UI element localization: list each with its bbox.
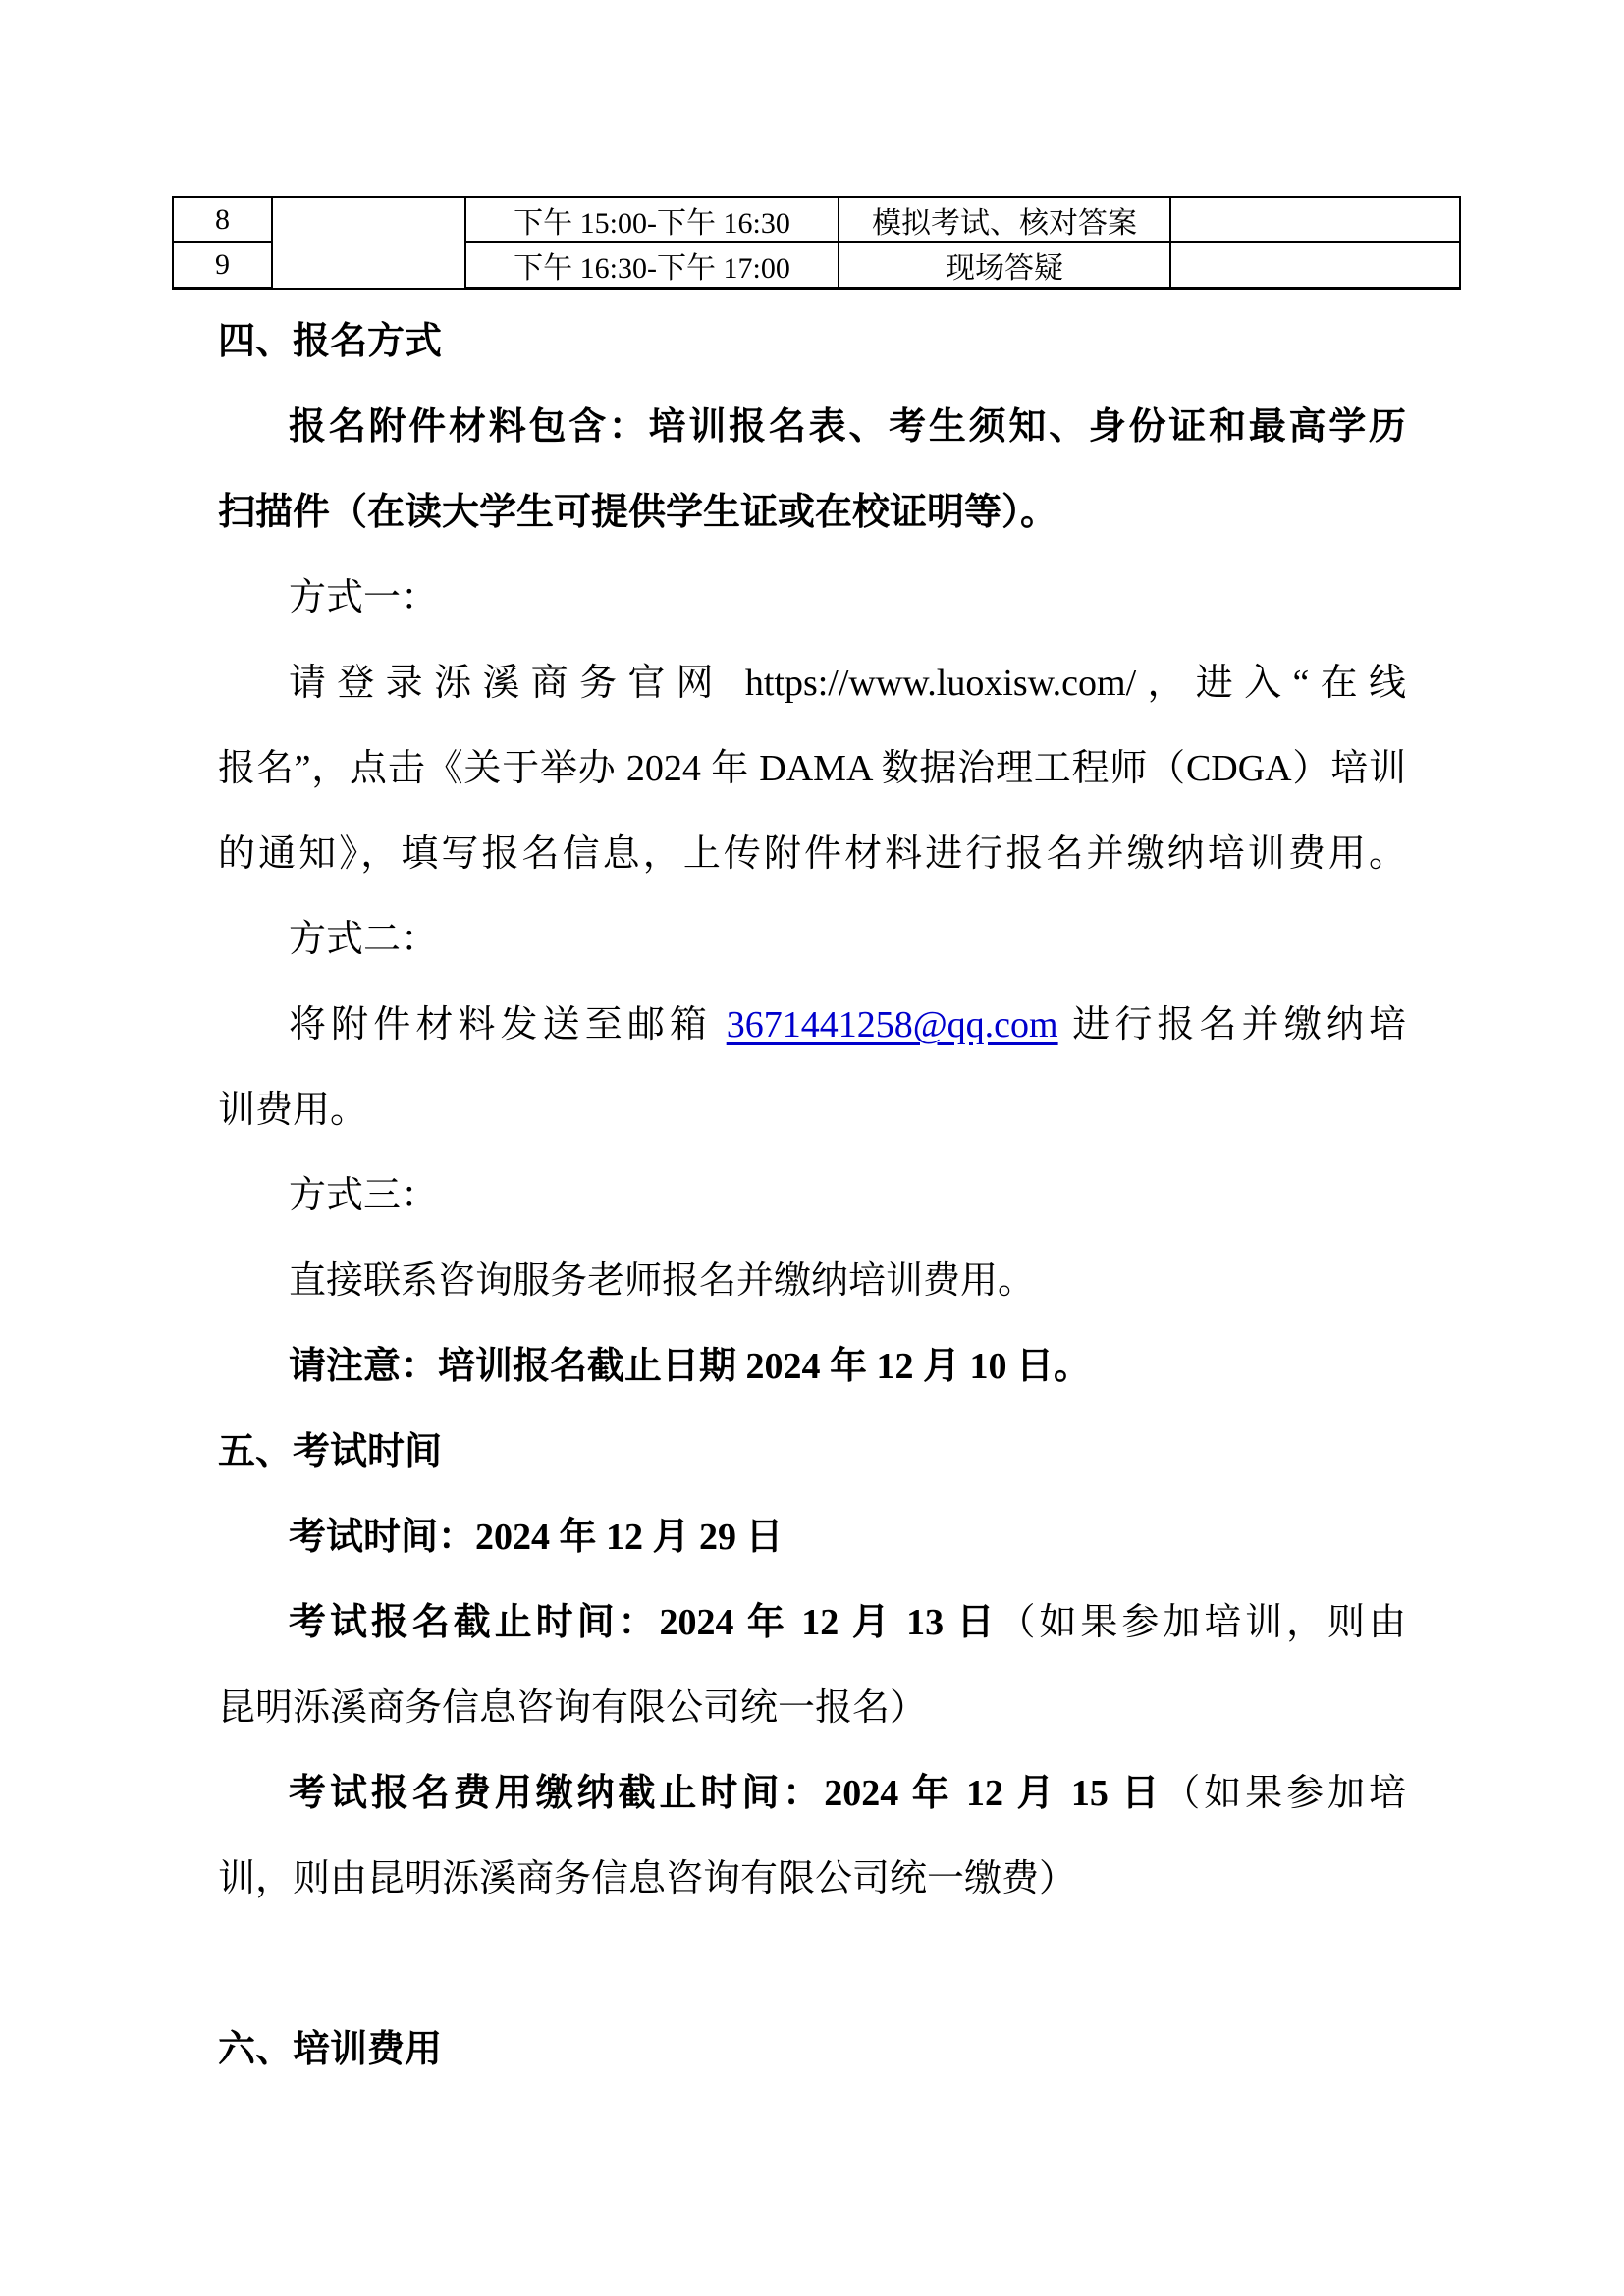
method1-line2: 报名”，点击《关于举办 2024 年 DAMA 数据治理工程师（CDGA）培训: [218, 748, 1406, 789]
time-cell: 下午 15:00-下午 16:30: [465, 197, 839, 242]
note-cell: [1170, 242, 1460, 289]
table-row: [173, 197, 1460, 242]
method1-line1: 请登录泺溪商务官网 https://www.luoxisw.com/，进入“在线: [289, 663, 1406, 704]
fee-deadline-bold: 考试报名费用缴纳截止时间：2024 年 12 月 15 日: [289, 1773, 1164, 1814]
section6-heading: 六、培训费用: [218, 2029, 443, 2070]
activity-cell: 现场答疑: [839, 242, 1170, 289]
fee-deadline-rest: （如果参加培: [1163, 1773, 1406, 1814]
email-link[interactable]: 3671441258@qq.com: [726, 1004, 1058, 1045]
method3-label: 方式三：: [289, 1175, 439, 1216]
method3-line1: 直接联系咨询服务老师报名并缴纳培训费用。: [289, 1260, 1036, 1302]
section5-heading: 五、考试时间: [218, 1431, 443, 1472]
method2-line1-post: 进行报名并缴纳培: [1057, 1004, 1406, 1045]
method2-label: 方式二：: [289, 919, 439, 960]
blank-line: [218, 1922, 1406, 2007]
date-cell: [272, 197, 465, 289]
method1-line3: 的通知》，填写报名信息，上传附件材料进行报名并缴纳培训费用。: [218, 833, 1406, 875]
method2-line2: 训费用。: [218, 1090, 368, 1131]
method1-label: 方式一：: [289, 577, 439, 618]
method2-line1: [218, 983, 1406, 1068]
schedule-table: [172, 196, 1461, 290]
exam-reg-deadline-cont: 昆明泺溪商务信息咨询有限公司统一报名）: [218, 1687, 928, 1729]
fee-deadline-line: [218, 1751, 1406, 1837]
row-number-cell: 8: [173, 197, 272, 242]
row-number-cell: 9: [173, 242, 272, 289]
fee-deadline-cont: 训，则由昆明泺溪商务信息咨询有限公司统一缴费）: [218, 1858, 1077, 1899]
document-body: [218, 299, 1406, 2093]
registration-notice: 请注意：培训报名截止日期 2024 年 12 月 10 日。: [289, 1346, 1092, 1387]
attachment-materials-line1: 报名附件材料包含：培训报名表、考生须知、身份证和最高学历: [289, 406, 1406, 448]
exam-time-line: 考试时间：2024 年 12 月 29 日: [289, 1517, 784, 1558]
note-cell: [1170, 197, 1460, 242]
method2-line1-pre: 将附件材料发送至邮箱: [289, 1004, 727, 1045]
section4-heading: 四、报名方式: [218, 321, 443, 362]
attachment-materials-line2: 扫描件（在读大学生可提供学生证或在校证明等）。: [218, 492, 1058, 533]
time-cell: 下午 16:30-下午 17:00: [465, 242, 839, 289]
exam-reg-deadline-rest: （如果参加培训，则由: [998, 1602, 1406, 1643]
exam-reg-deadline-line: [218, 1580, 1406, 1666]
activity-cell: 模拟考试、核对答案: [839, 197, 1170, 242]
exam-reg-deadline-bold: 考试报名截止时间：2024 年 12 月 13 日: [289, 1602, 999, 1643]
